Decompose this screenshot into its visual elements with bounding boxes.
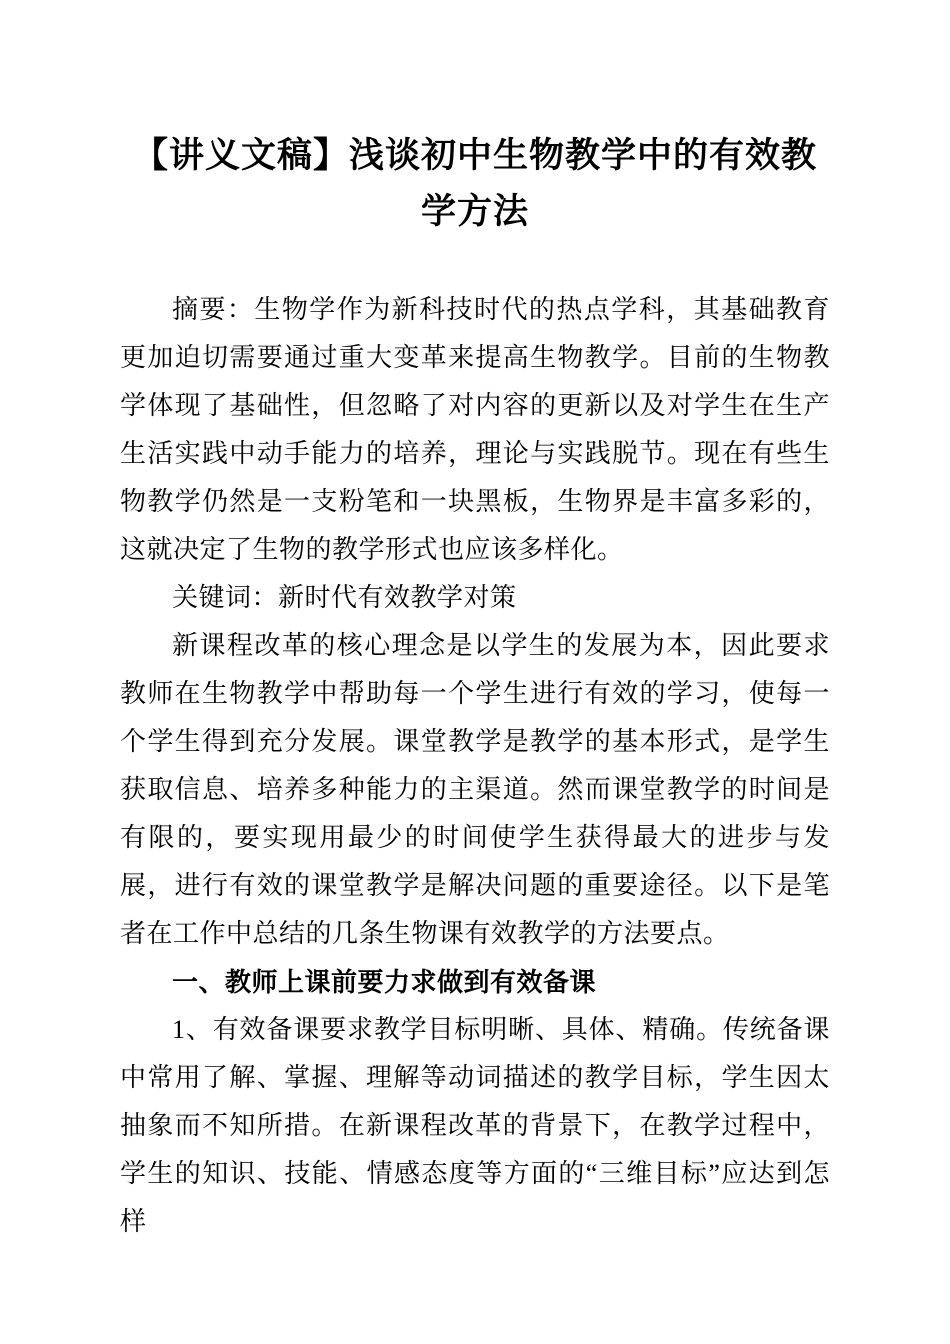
paragraph-section-1-point-1: 1、有效备课要求教学目标明晰、具体、精确。传统备课中常用了解、掌握、理解等动词描述的教学目标，学生因太抽象而不知所措。在新课程改革的背景下，在教学过程中，学生的知识、技能、情感态度等方面的“三维目标”应达到怎样 [120, 1015, 830, 1236]
paragraph-abstract: 摘要：生物学作为新科技时代的热点学科，其基础教育更加迫切需要通过重大变革来提高生物教学。目前的生物教学体现了基础性，但忽略了对内容的更新以及对学生在生产生活实践中动手能力的培养，理论与实践脱节。现在有些生物教学仍然是一支粉笔和一块黑板，生物界是丰富多彩的，这就决定了生物的教学形式也应该多样化。 [120, 295, 830, 564]
document-title: 【讲义文稿】浅谈初中生物教学中的有效教学方法 [132, 136, 817, 231]
paragraph-keywords: 关键词：新时代有效教学对策 [172, 583, 517, 612]
paragraph-introduction: 新课程改革的核心理念是以学生的发展为本，因此要求教师在生物教学中帮助每一个学生进行有效的学习，使每一个学生得到充分发展。课堂教学是教学的基本形式，是学生获取信息、培养多种能力的主渠道。然而课堂教学的时间是有限的，要实现用最少的时间使学生获得最大的进步与发展，进行有效的课堂教学是解决问题的重要途径。以下是笔者在工作中总结的几条生物课有效教学的方法要点。 [120, 631, 830, 948]
section-heading-1: 一、教师上课前要力求做到有效备课 [172, 967, 597, 997]
